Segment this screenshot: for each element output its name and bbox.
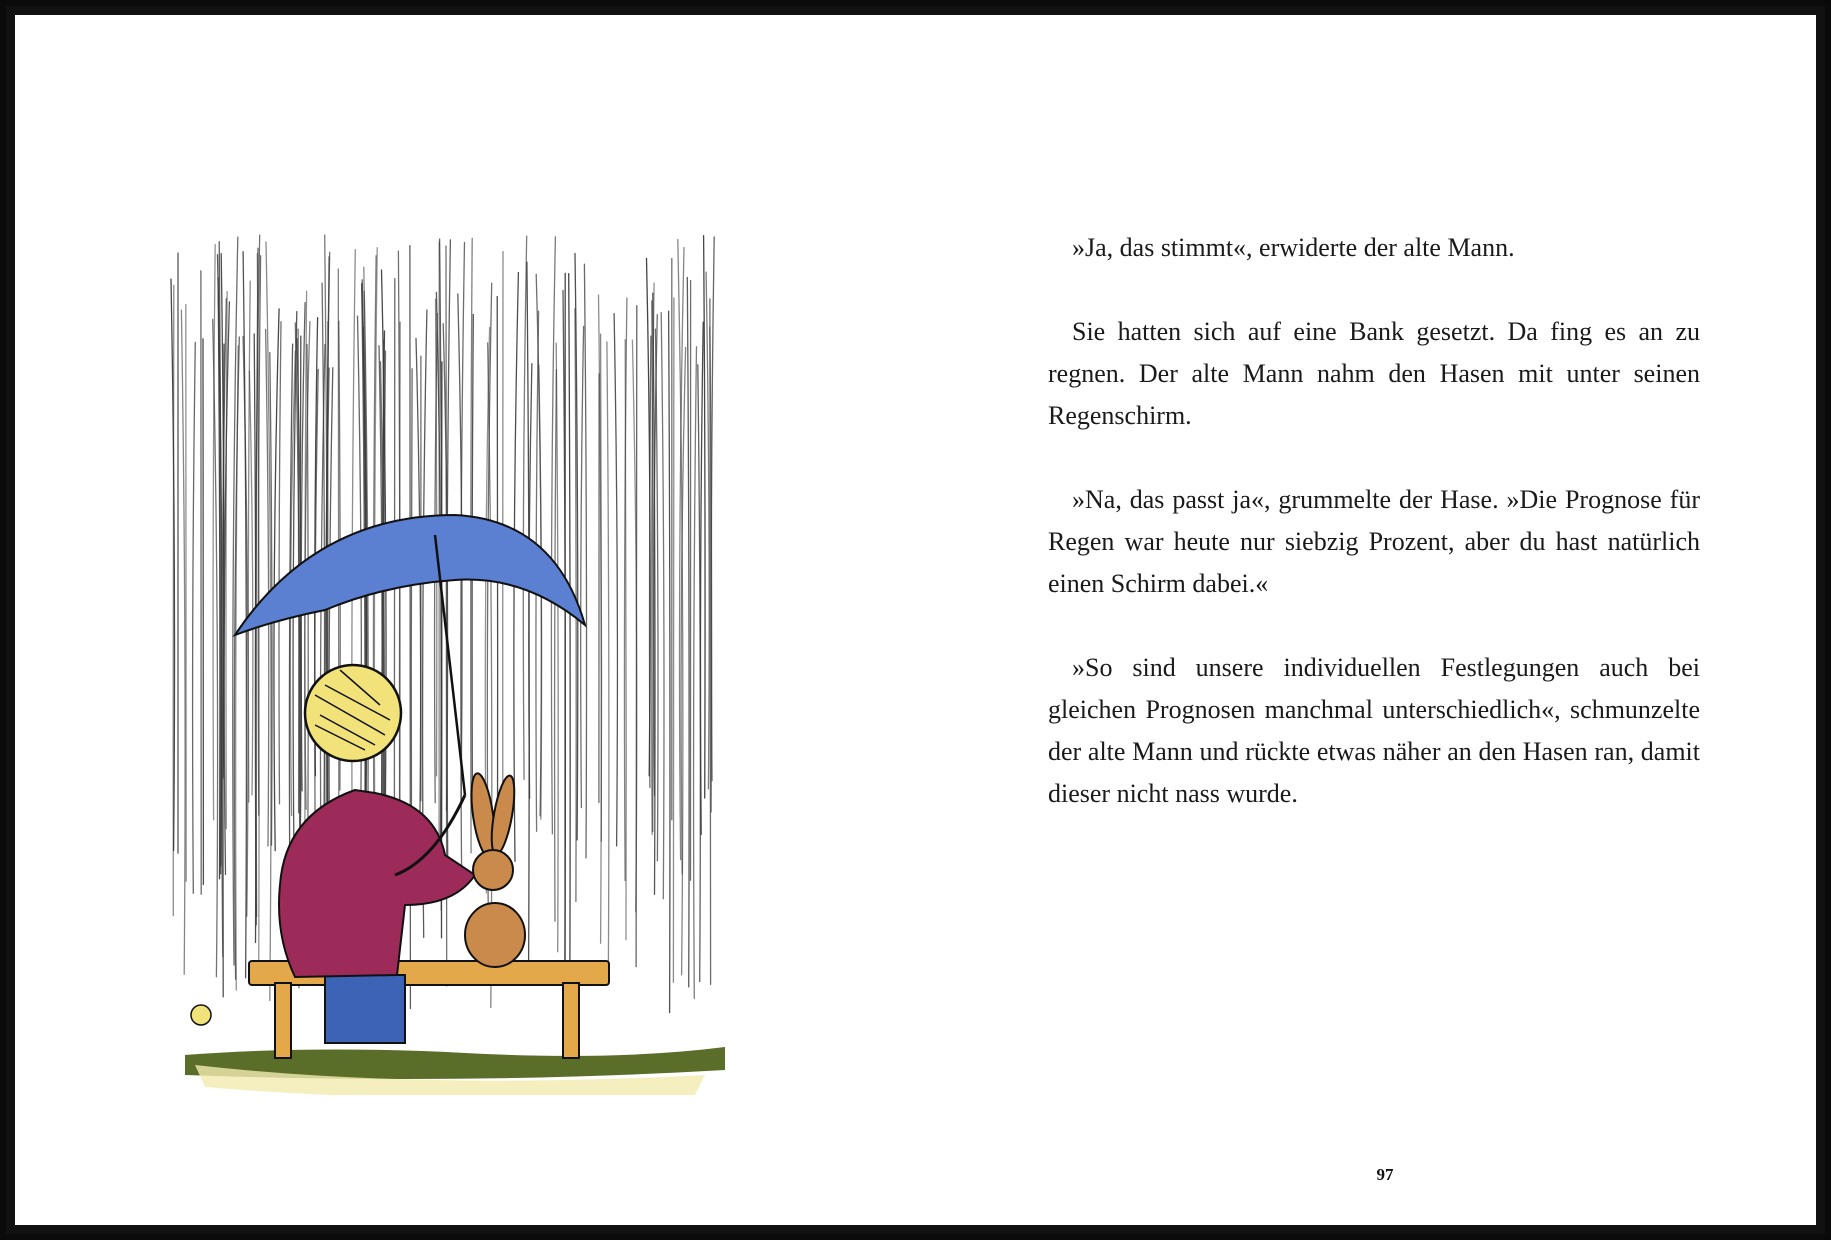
- rain-stroke: [248, 281, 250, 802]
- paragraph-3: »Na, das passt ja«, grummelte der Hase. »Die Prognose für Regen war heute nur siebzig Prozent, aber du hast natürlich einen Schirm dabei.«: [1048, 485, 1700, 598]
- rain-stroke: [647, 258, 651, 775]
- rain-stroke: [556, 343, 558, 952]
- rain-stroke: [581, 326, 584, 807]
- rain-stroke: [614, 314, 617, 846]
- rain-stroke: [249, 371, 252, 795]
- paragraph-4: »So sind unsere individuellen Festlegungen auch bei gleichen Prognosen manchmal unterschiedlich«, schmunzelte der alte Mann und rückte etwas näher an den Hasen ran, damit dieser nicht nass wurde.: [1048, 653, 1700, 808]
- rain-stroke: [704, 236, 705, 798]
- paragraph-1: »Ja, das stimmt«, erwiderte der alte Mann.: [1072, 233, 1515, 262]
- man-hat: [305, 665, 401, 761]
- rain-stroke: [226, 292, 227, 829]
- story-text: [1048, 227, 1700, 857]
- rain-stroke: [661, 313, 664, 899]
- rain-stroke: [569, 274, 570, 999]
- rain-stroke: [607, 342, 609, 966]
- rain-stroke: [181, 310, 185, 974]
- book-spread: [15, 15, 1816, 1225]
- flower-icon: [191, 1005, 211, 1025]
- rain-stroke: [669, 311, 670, 1012]
- rain-stroke: [186, 305, 187, 882]
- rain-stroke: [416, 338, 421, 856]
- rain-stroke: [706, 272, 709, 789]
- paragraph-2: Sie hatten sich auf eine Bank gesetzt. Da fing es an zu regnen. Der alte Mann nahm den Hasen mit unter seinen Regenschirm.: [1048, 317, 1700, 430]
- man-coat: [279, 790, 475, 977]
- rain-stroke: [711, 237, 714, 781]
- rain-stroke: [555, 370, 557, 922]
- man-legs: [325, 975, 405, 1043]
- rain-stroke: [274, 309, 279, 851]
- rain-stroke: [203, 339, 204, 885]
- rain-stroke: [193, 342, 196, 893]
- rain-stroke: [523, 236, 526, 779]
- page-frame: [6, 6, 1825, 1234]
- rain-stroke: [673, 298, 674, 982]
- rain-stroke: [411, 369, 412, 821]
- rain-stroke: [694, 347, 697, 999]
- rain-stroke: [655, 329, 658, 861]
- hare: [465, 772, 525, 967]
- rain-stroke: [700, 322, 703, 834]
- rain-stroke: [687, 278, 689, 987]
- page-number: 97: [1376, 1165, 1394, 1184]
- rain-stroke: [584, 264, 586, 858]
- rain-stroke: [223, 344, 224, 997]
- rain-stroke: [636, 306, 637, 967]
- rain-bench-illustration: [165, 215, 825, 1095]
- rain-stroke: [279, 322, 281, 804]
